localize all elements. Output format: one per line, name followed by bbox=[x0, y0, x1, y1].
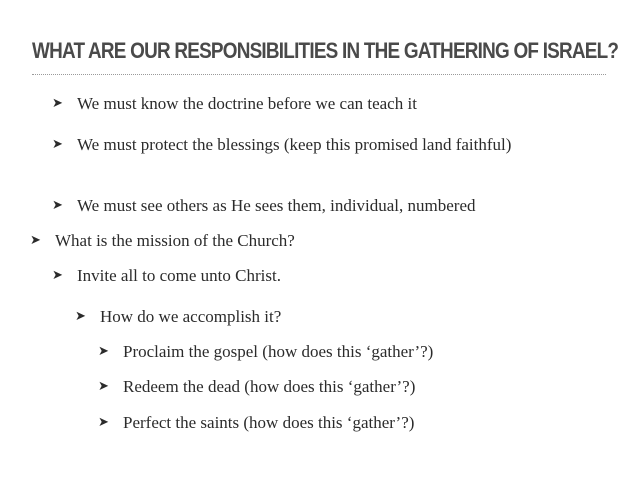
arrow-bullet-icon: ➤ bbox=[52, 198, 63, 213]
bullet-text: Perfect the saints (how does this ‘gather’?) bbox=[123, 413, 415, 432]
title-divider bbox=[32, 74, 606, 75]
arrow-bullet-icon: ➤ bbox=[30, 233, 41, 248]
arrow-bullet-icon: ➤ bbox=[98, 379, 109, 394]
bullet-text: Redeem the dead (how does this ‘gather’?) bbox=[123, 377, 416, 396]
arrow-bullet-icon: ➤ bbox=[98, 344, 109, 359]
arrow-bullet-icon: ➤ bbox=[75, 309, 86, 324]
arrow-bullet-icon: ➤ bbox=[52, 137, 63, 152]
bullet-text: Invite all to come unto Christ. bbox=[77, 266, 281, 285]
bullet-text: We must see others as He sees them, individual, numbered bbox=[77, 196, 476, 215]
bullet-text: We must protect the blessings (keep this promised land faithful) bbox=[77, 135, 512, 154]
bullet-text: How do we accomplish it? bbox=[100, 307, 282, 326]
bullet-text: Proclaim the gospel (how does this ‘gather’?) bbox=[123, 342, 434, 361]
bullet-text: What is the mission of the Church? bbox=[55, 231, 295, 250]
arrow-bullet-icon: ➤ bbox=[52, 268, 63, 283]
bullet-text: We must know the doctrine before we can teach it bbox=[77, 94, 417, 113]
arrow-bullet-icon: ➤ bbox=[98, 415, 109, 430]
slide-title: WHAT ARE OUR RESPONSIBILITIES IN THE GATHERING OF ISRAEL? bbox=[32, 38, 619, 63]
arrow-bullet-icon: ➤ bbox=[52, 96, 63, 111]
